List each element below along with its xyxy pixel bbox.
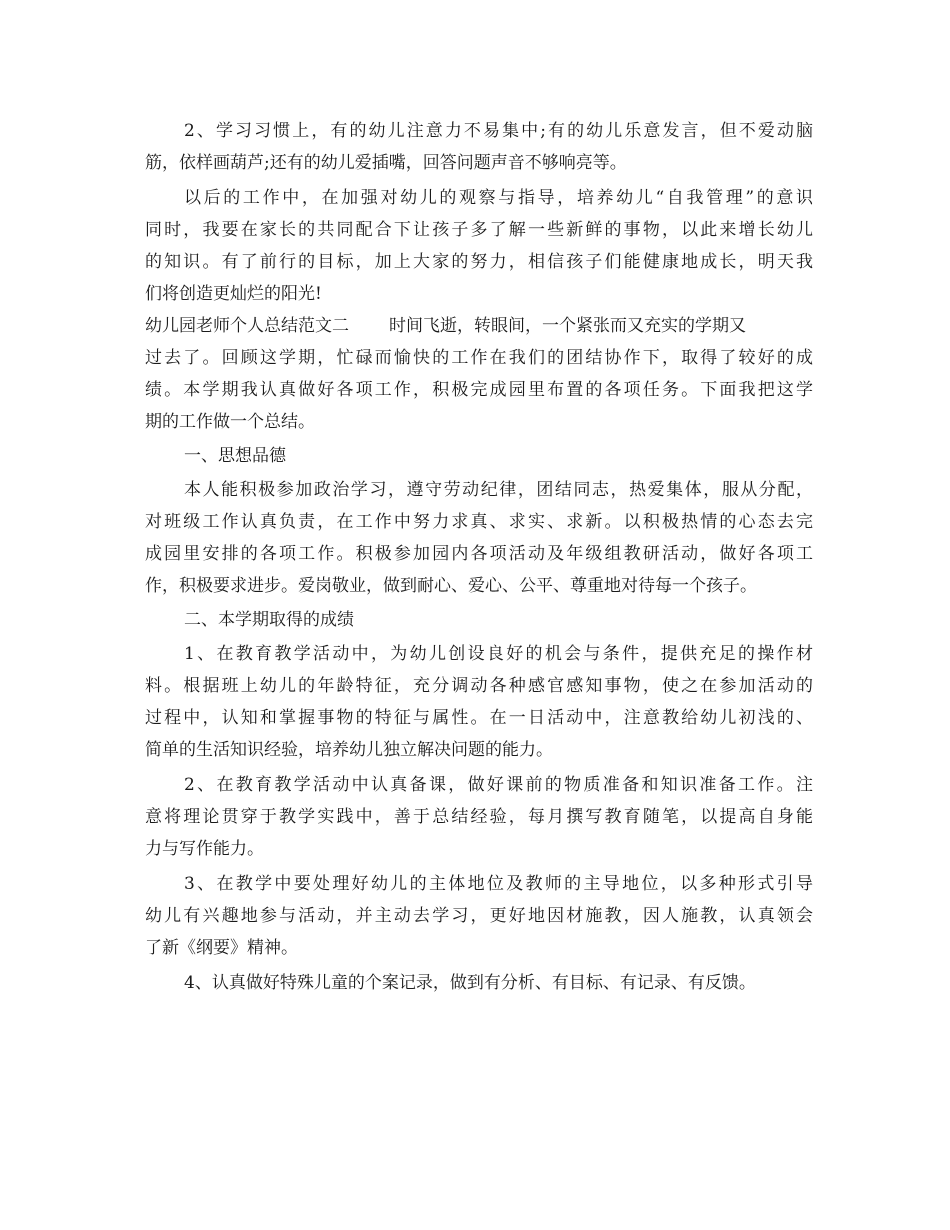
text-line: 以后的工作中，在加强对幼儿的观察与指导，培养幼儿“自我管理”的意识 <box>184 188 813 208</box>
paragraph-ideology <box>145 474 813 602</box>
text-line: 的知识。有了前行的目标，加上大家的努力，相信孩子们能健康地成长，明天我 <box>145 252 813 272</box>
paragraph-future-work <box>145 182 813 310</box>
text-line: 们将创造更灿烂的阳光! <box>145 284 322 304</box>
section-heading: 一、思想品德 <box>184 446 286 466</box>
paragraph-sample-two <box>145 310 813 438</box>
text-line: 期的工作做一个总结。 <box>145 412 315 432</box>
text-line: 1、在教育教学活动中，为幼儿创设良好的机会与条件，提供充足的操作材 <box>184 644 813 664</box>
text-line: 筋，依样画葫芦;还有的幼儿爱插嘴，回答问题声音不够响亮等。 <box>145 153 627 173</box>
text-line: 了新《纲要》精神。 <box>145 938 298 958</box>
text-line: 料。根据班上幼儿的年龄特征，充分调动各种感官感知事物，使之在参加活动的 <box>145 676 813 696</box>
paragraph-achievement-3 <box>145 868 813 964</box>
text-line: 过程中，认知和掌握事物的特征与属性。在一日活动中，注意教给幼儿初浅的、 <box>145 708 813 728</box>
section-title: 幼儿园老师个人总结范文二 <box>145 316 349 336</box>
text-line: 作，积极要求进步。爱岗敬业，做到耐心、爱心、公平、尊重地对待每一个孩子。 <box>145 576 757 596</box>
paragraph-study-habits <box>145 115 813 179</box>
section-heading: 二、本学期取得的成绩 <box>184 610 354 630</box>
text-line: 绩。本学期我认真做好各项工作，积极完成园里布置的各项任务。下面我把这学 <box>145 380 813 400</box>
text-span: 时间飞逝，转眼间，一个紧张而又充实的学期又 <box>389 316 746 336</box>
text-line: 本人能积极参加政治学习，遵守劳动纪律，团结同志，热爱集体，服从分配， <box>184 480 813 500</box>
paragraph-achievement-2 <box>145 769 813 865</box>
text-line: 成园里安排的各项工作。积极参加园内各项活动及年级组教研活动，做好各项工 <box>145 544 813 564</box>
text-line: 3、在教学中要处理好幼儿的主体地位及教师的主导地位，以多种形式引导 <box>184 874 813 894</box>
paragraph-achievement-1 <box>145 638 813 766</box>
paragraph-achievement-4 <box>145 967 813 999</box>
text-line: 幼儿有兴趣地参与活动，并主动去学习，更好地因材施教，因人施教，认真领会 <box>145 906 813 926</box>
text-line: 意将理论贯穿于教学实践中，善于总结经验，每月撰写教育随笔，以提高自身能 <box>145 807 813 827</box>
text-line: 2、在教育教学活动中认真备课，做好课前的物质准备和知识准备工作。注 <box>184 775 813 795</box>
text-line: 2、学习习惯上，有的幼儿注意力不易集中;有的幼儿乐意发言，但不爱动脑 <box>184 121 813 141</box>
text-line: 对班级工作认真负责，在工作中努力求真、求实、求新。以积极热情的心态去完 <box>145 512 813 532</box>
text-line: 力与写作能力。 <box>145 839 264 859</box>
text-line: 同时，我要在家长的共同配合下让孩子多了解一些新鲜的事物，以此来增长幼儿 <box>145 220 813 240</box>
text-line: 简单的生活知识经验，培养幼儿独立解决问题的能力。 <box>145 740 553 760</box>
text-line: 过去了。回顾这学期，忙碌而愉快的工作在我们的团结协作下，取得了较好的成 <box>145 348 813 368</box>
text-line: 4、认真做好特殊儿童的个案记录，做到有分析、有目标、有记录、有反馈。 <box>184 973 756 993</box>
document-body <box>145 115 813 999</box>
text-line <box>145 310 813 342</box>
